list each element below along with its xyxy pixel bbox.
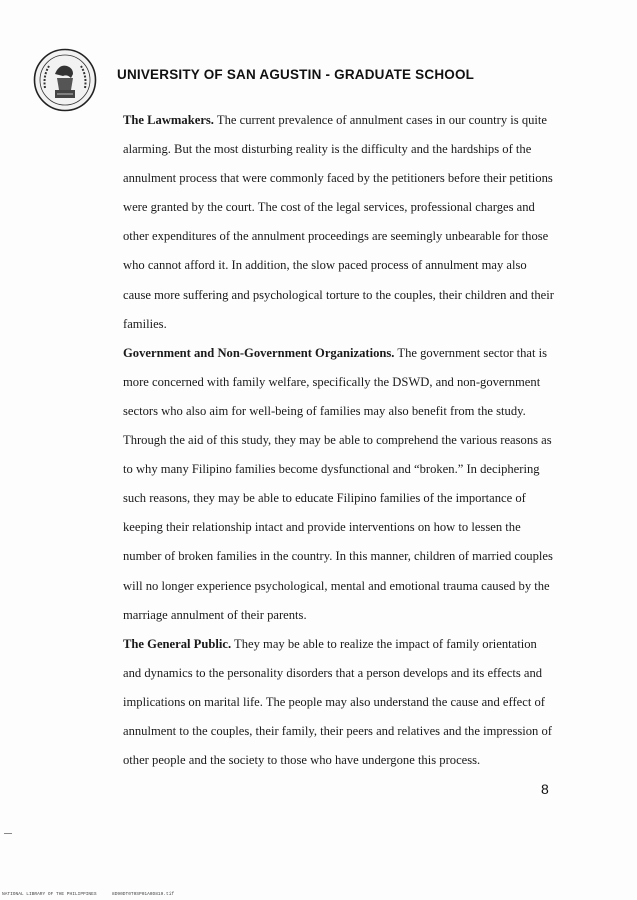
- section-text-general-public: They may be able to realize the impact of family orientation and dynamics to the personality disorders that a person develops and its effects and implications on marital life. The people may also understand the cause and effect of annulment to the couples, their family, their peers and relatives and the impression of other people and the society to those who have undergone this process.: [123, 636, 552, 768]
- section-heading-lawmakers: The Lawmakers.: [123, 113, 214, 127]
- margin-mark: [4, 833, 12, 834]
- section-heading-general-public: The General Public.: [123, 636, 232, 651]
- paragraph-general-public: [85, 630, 555, 775]
- section-text-organizations: The government sector that is more concerned with family welfare, specifically the DSWD, and non-government sectors who also aim for well-being of families may also benefit from the study. Through the aid of this study, they may be able to comprehend the various reasons as to why many Filipino families become dysfunctional and “broken.” In deciphering such reasons, they may be able to educate Filipino families of the importance of keeping their relationship intact and provide interventions on how to lessen the number of broken families in the country. In this manner, children of married couples will no longer experience psychological, mental and emotional trauma caused by the marriage annulment of their parents.: [123, 345, 553, 622]
- university-seal-icon: [33, 48, 97, 112]
- footer-library-label: NATIONAL LIBRARY OF THE PHILIPPINES: [2, 892, 97, 897]
- page-number: 8: [541, 781, 549, 797]
- section-heading-organizations: Government and Non-Government Organizations.: [123, 345, 395, 360]
- footer-file-label: 8D90DT0T0SP01A0D819.tif: [112, 892, 175, 897]
- paragraph-organizations: [85, 339, 555, 630]
- document-body: [85, 106, 555, 775]
- header-title: UNIVERSITY OF SAN AGUSTIN - GRADUATE SCHOOL: [117, 67, 475, 82]
- section-text-lawmakers: The current prevalence of annulment cases in our country is quite alarming. But the most disturbing reality is the difficulty and the hardships of the annulment process that were commonly faced by the petitioners before their petitions were granted by the court. The cost of the legal services, professional charges and other expenditures of the annulment proceedings are seemingly unbearable for those who cannot afford it. In addition, the slow paced process of annulment may also cause more suffering and psychological torture to the couples, their children and their families.: [123, 113, 554, 331]
- paragraph-lawmakers: [85, 106, 555, 339]
